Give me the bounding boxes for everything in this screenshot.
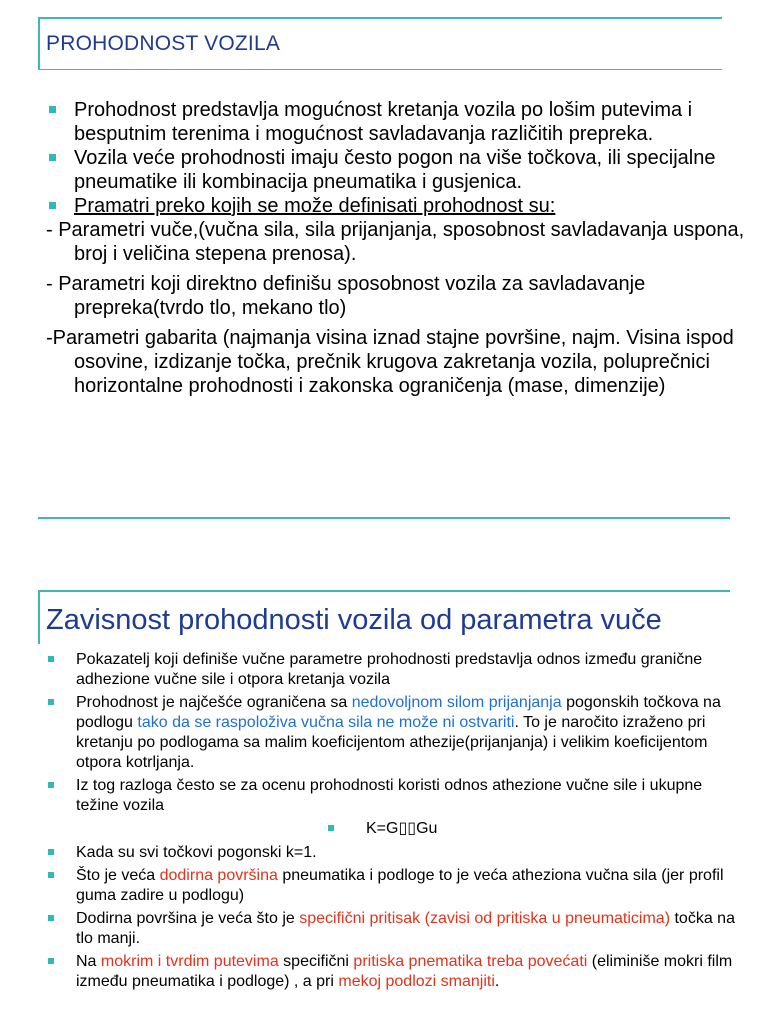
slide1-bullet: Pramatri preko kojih se može definisati prohodnost su: — [46, 194, 746, 218]
bullet-square-icon — [48, 849, 54, 855]
slide1-dash-item: - Parametri vuče,(vučna sila, sila prijanjanja, sposobnost savladavanja uspona, broj i veličina stepena prenosa). — [46, 219, 745, 265]
slide2-bullet: Pokazatelj koji definiše vučne parametre prohodnosti predstavlja odnos između granične adhezione vučne sile i otpora kretanja vozila — [46, 650, 746, 690]
bullet-square-icon — [48, 958, 54, 964]
slide2-bullet: Prohodnost je najčešće ograničena sa nedovoljnom silom prijanjanja pogonskih točkova na podlogu tako da se raspoloživa vučna sila ne može ni ostvariti. To je naročito izraženo pri kretanju po podlogama sa malim koeficijentom athezije(prijanjanja) i velikim koeficijentom otpora kotrljanja. — [46, 693, 746, 773]
bullet-square-icon — [49, 106, 56, 113]
bullet-square-icon — [48, 656, 54, 662]
bullet-square-icon — [328, 825, 334, 831]
bullet-square-icon — [49, 202, 56, 209]
slide1-bottom-rule — [38, 517, 730, 519]
bullet-square-icon — [48, 699, 54, 705]
slide1-dash-item: -Parametri gabarita (najmanja visina iznad stajne površine, najm. Visina ispod osovine, izdizanje točka, prečnik krugova zakretanja vozila, poluprečnici horizontalne prohodnosti i zakonska ograničenja (mase, dimenzije) — [46, 327, 734, 397]
slide2-bullet: Kada su svi točkovi pogonski k=1. — [46, 843, 746, 863]
slide1-top-rule — [38, 17, 722, 19]
slide2-bullet: Dodirna površina je veća što je specifični pritisak (zavisi od pritiska u pneumaticima) točka na tlo manji. — [46, 909, 746, 949]
slide1-bullet: Vozila veće prohodnosti imaju često pogon na više točkova, ili specijalne pneumatike ili kombinacija pneumatika i gusjenica. — [46, 146, 746, 194]
formula-line: K=G▯▯Gu — [46, 819, 746, 839]
bullet-square-icon — [48, 872, 54, 878]
slide2-bullet: Na mokrim i tvrdim putevima specifični pritiska pnematika treba povećati (eliminiše mokri film između pneumatika i podloge) , a pri mekoj podlozi smanjiti. — [46, 952, 746, 992]
slide2-bullet: Iz tog razloga često se za ocenu prohodnosti koristi odnos athezione vučne sile i ukupne težine vozila — [46, 776, 746, 816]
slide1-title: PROHODNOST VOZILA — [46, 32, 281, 55]
bullet-square-icon — [49, 154, 56, 161]
slide1-title-accent — [38, 17, 40, 69]
slide2-title: Zavisnost prohodnosti vozila od parametra vuče — [46, 604, 662, 636]
slide2-top-rule — [38, 590, 730, 592]
slide1-dash-item: - Parametri koji direktno definišu sposobnost vozila za savladavanje prepreka(tvrdo tlo, mekano tlo) — [46, 273, 646, 319]
slide2-title-accent — [38, 590, 40, 644]
slide1-title-underline — [38, 69, 722, 70]
slide2-bullet: Što je veća dodirna površina pneumatika i podloge to je veća atheziona vučna sila (jer profil guma zadire u podlogu) — [46, 866, 746, 906]
slide2-body — [46, 650, 746, 995]
slide1-body — [46, 98, 746, 398]
slide1-bullet: Prohodnost predstavlja mogućnost kretanja vozila po lošim putevima i besputnim terenima i mogućnost savladavanja različitih prepreka. — [46, 98, 746, 146]
bullet-square-icon — [48, 782, 54, 788]
bullet-square-icon — [48, 915, 54, 921]
